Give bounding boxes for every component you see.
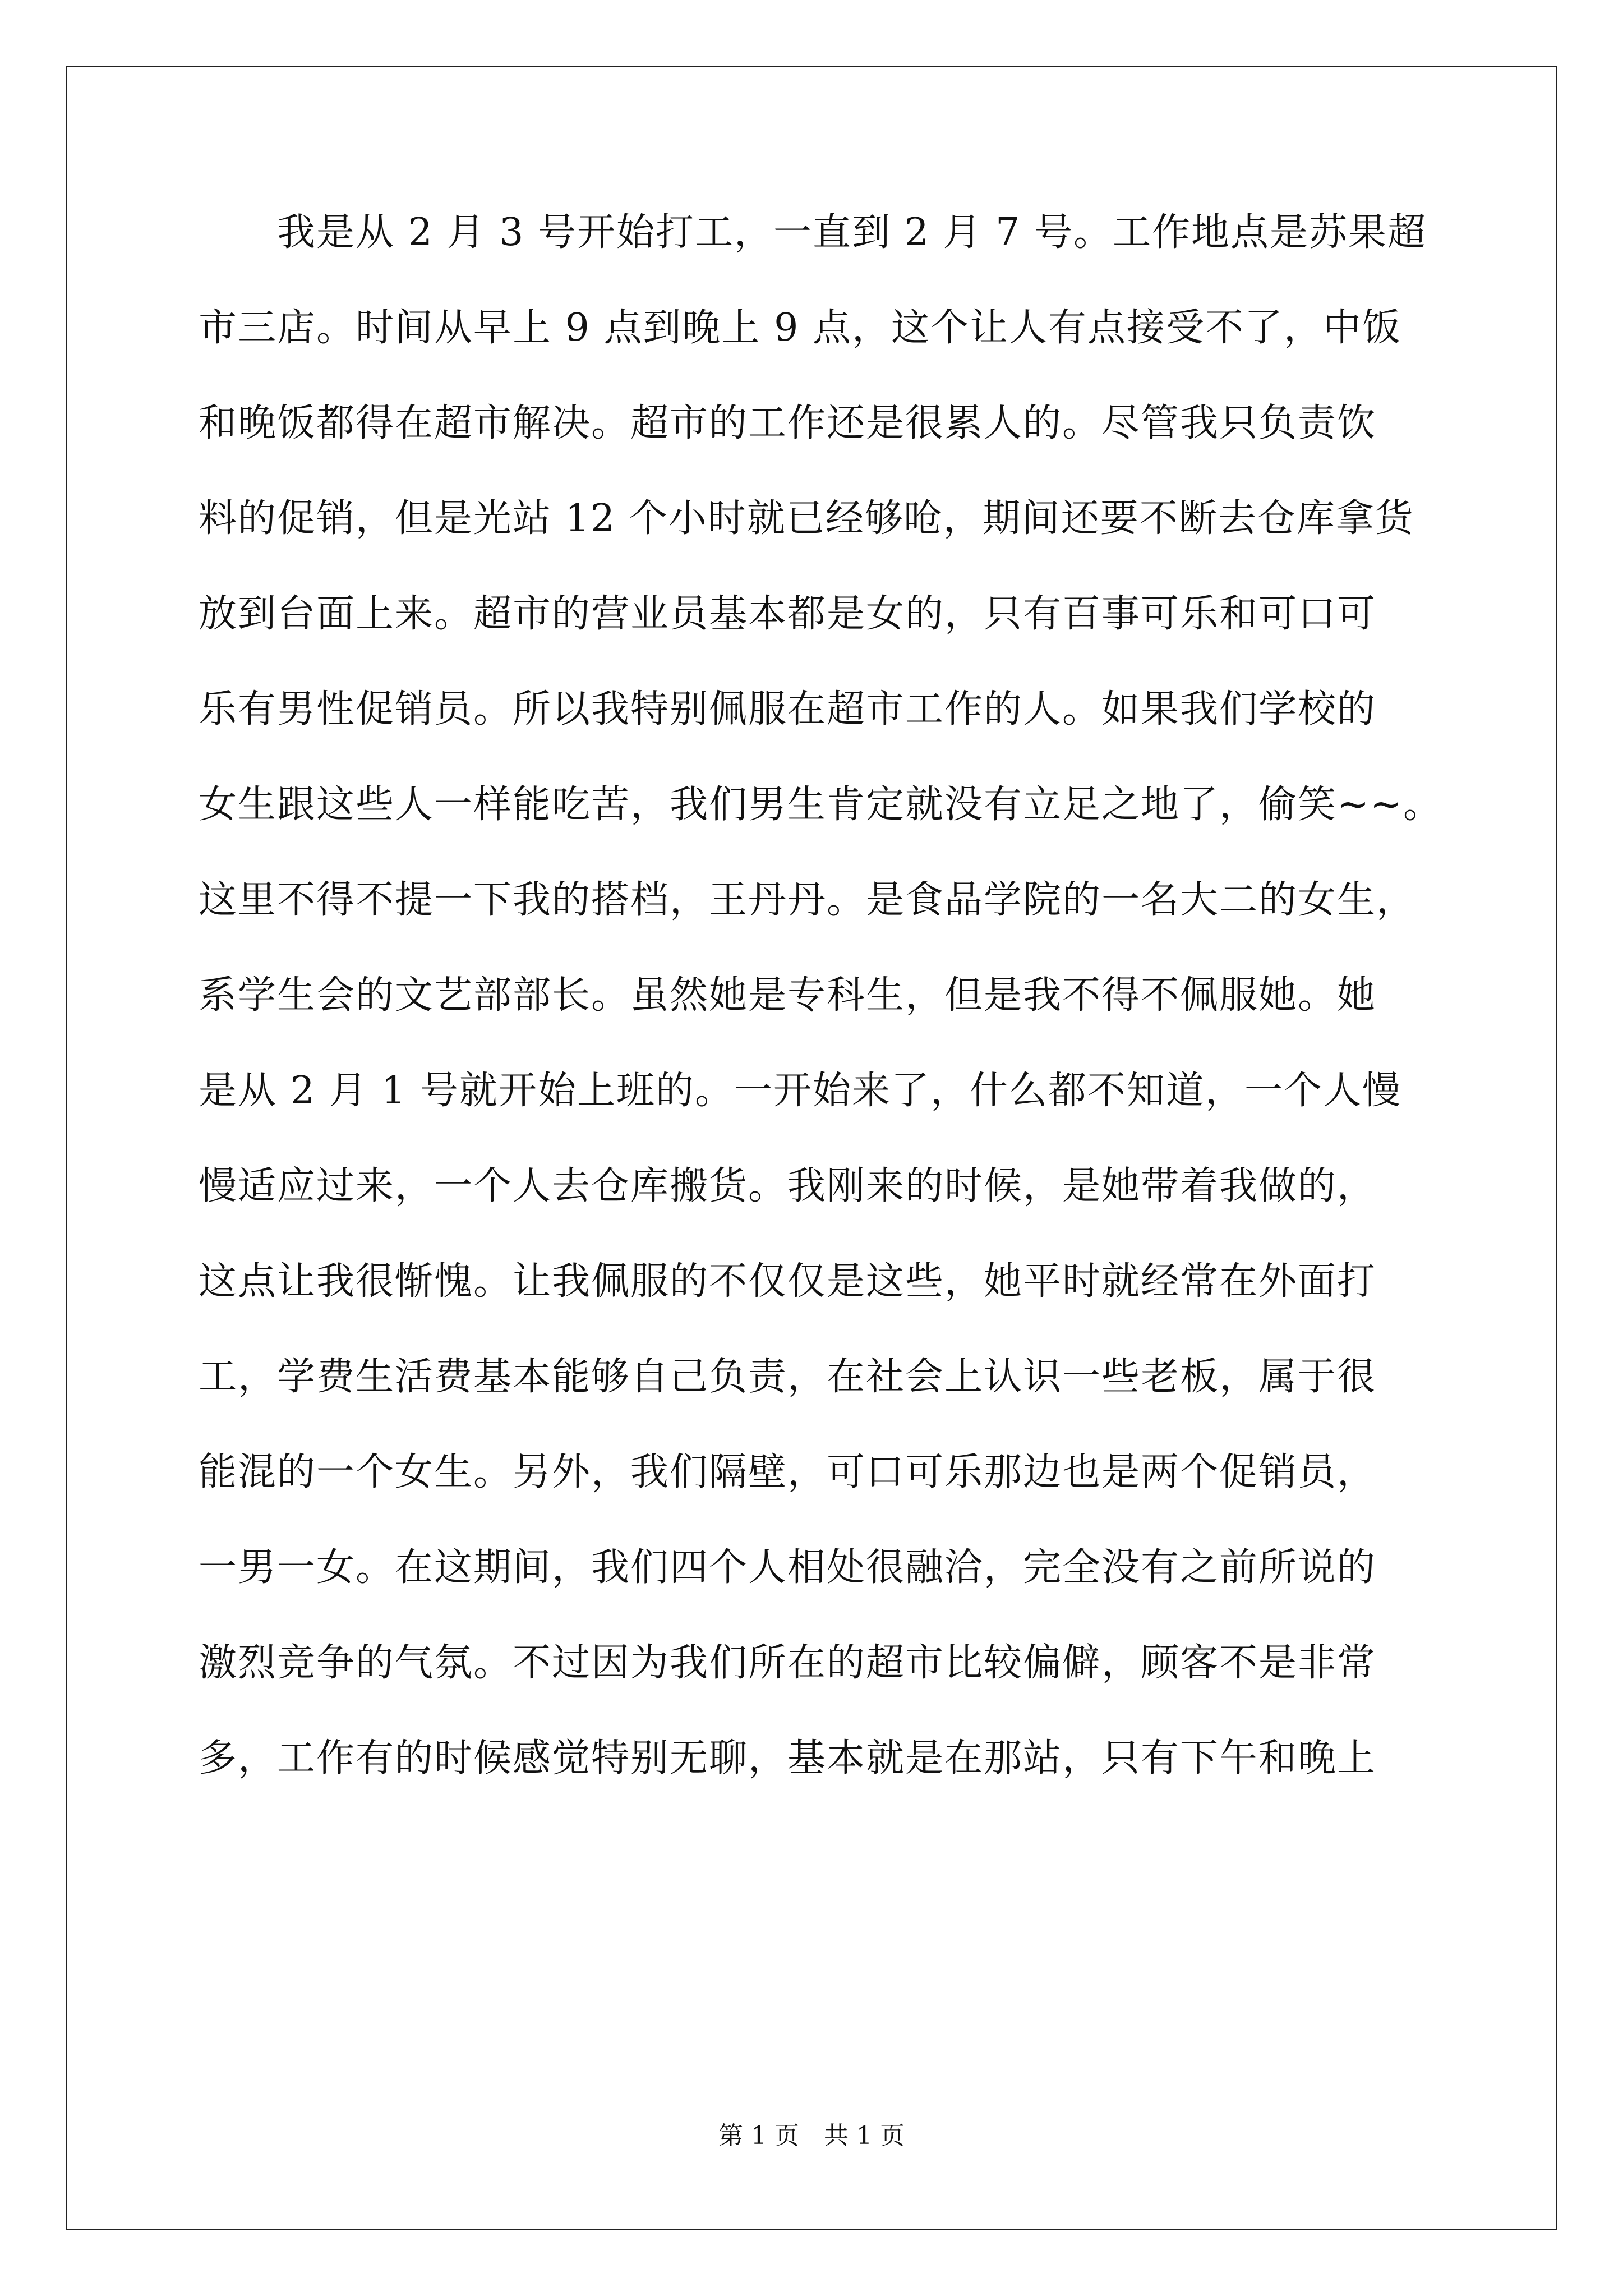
text-line: 是从 2 月 1 号就开始上班的。一开始来了，什么都不知道，一个人慢 <box>199 1069 1401 1113</box>
text-line: 女生跟这些人一样能吃苦，我们男生肯定就没有立足之地了，偷笑~~。 <box>199 783 1442 827</box>
text-line: 这点让我很惭愧。让我佩服的不仅仅是这些，她平时就经常在外面打 <box>199 1259 1377 1304</box>
text-line: 激烈竞争的气氛。不过因为我们所在的超市比较偏僻，顾客不是非常 <box>199 1641 1377 1685</box>
text-line: 乐有男性促销员。所以我特别佩服在超市工作的人。如果我们学校的 <box>199 687 1377 731</box>
text-line: 料的促销，但是光站 12 个小时就已经够呛，期间还要不断去仓库拿货 <box>199 496 1414 541</box>
text-line: 系学生会的文艺部部长。虽然她是专科生，但是我不得不佩服她。她 <box>199 973 1377 1018</box>
text-line: 能混的一个女生。另外，我们隔壁，可口可乐那边也是两个促销员， <box>199 1450 1377 1494</box>
text-line: 慢适应过来，一个人去仓库搬货。我刚来的时候，是她带着我做的， <box>199 1164 1377 1208</box>
page-footer: 第 1 页 共 1 页 <box>718 2122 905 2150</box>
text-line: 我是从 2 月 3 号开始打工，一直到 2 月 7 号。工作地点是苏果超 <box>277 210 1427 255</box>
text-line: 市三店。时间从早上 9 点到晚上 9 点，这个让人有点接受不了，中饭 <box>199 306 1401 350</box>
text-line: 多，工作有的时候感觉特别无聊，基本就是在那站，只有下午和晚上 <box>199 1736 1377 1780</box>
document-body <box>199 205 1442 1826</box>
text-line: 这里不得不提一下我的搭档，王丹丹。是食品学院的一名大二的女生， <box>199 878 1416 922</box>
text-line: 和晚饭都得在超市解决。超市的工作还是很累人的。尽管我只负责饮 <box>199 401 1377 445</box>
text-line: 一男一女。在这期间，我们四个人相处很融洽，完全没有之前所说的 <box>199 1545 1377 1590</box>
text-line: 放到台面上来。超市的营业员基本都是女的，只有百事可乐和可口可 <box>199 592 1377 636</box>
text-line: 工，学费生活费基本能够自己负责，在社会上认识一些老板，属于很 <box>199 1355 1377 1399</box>
